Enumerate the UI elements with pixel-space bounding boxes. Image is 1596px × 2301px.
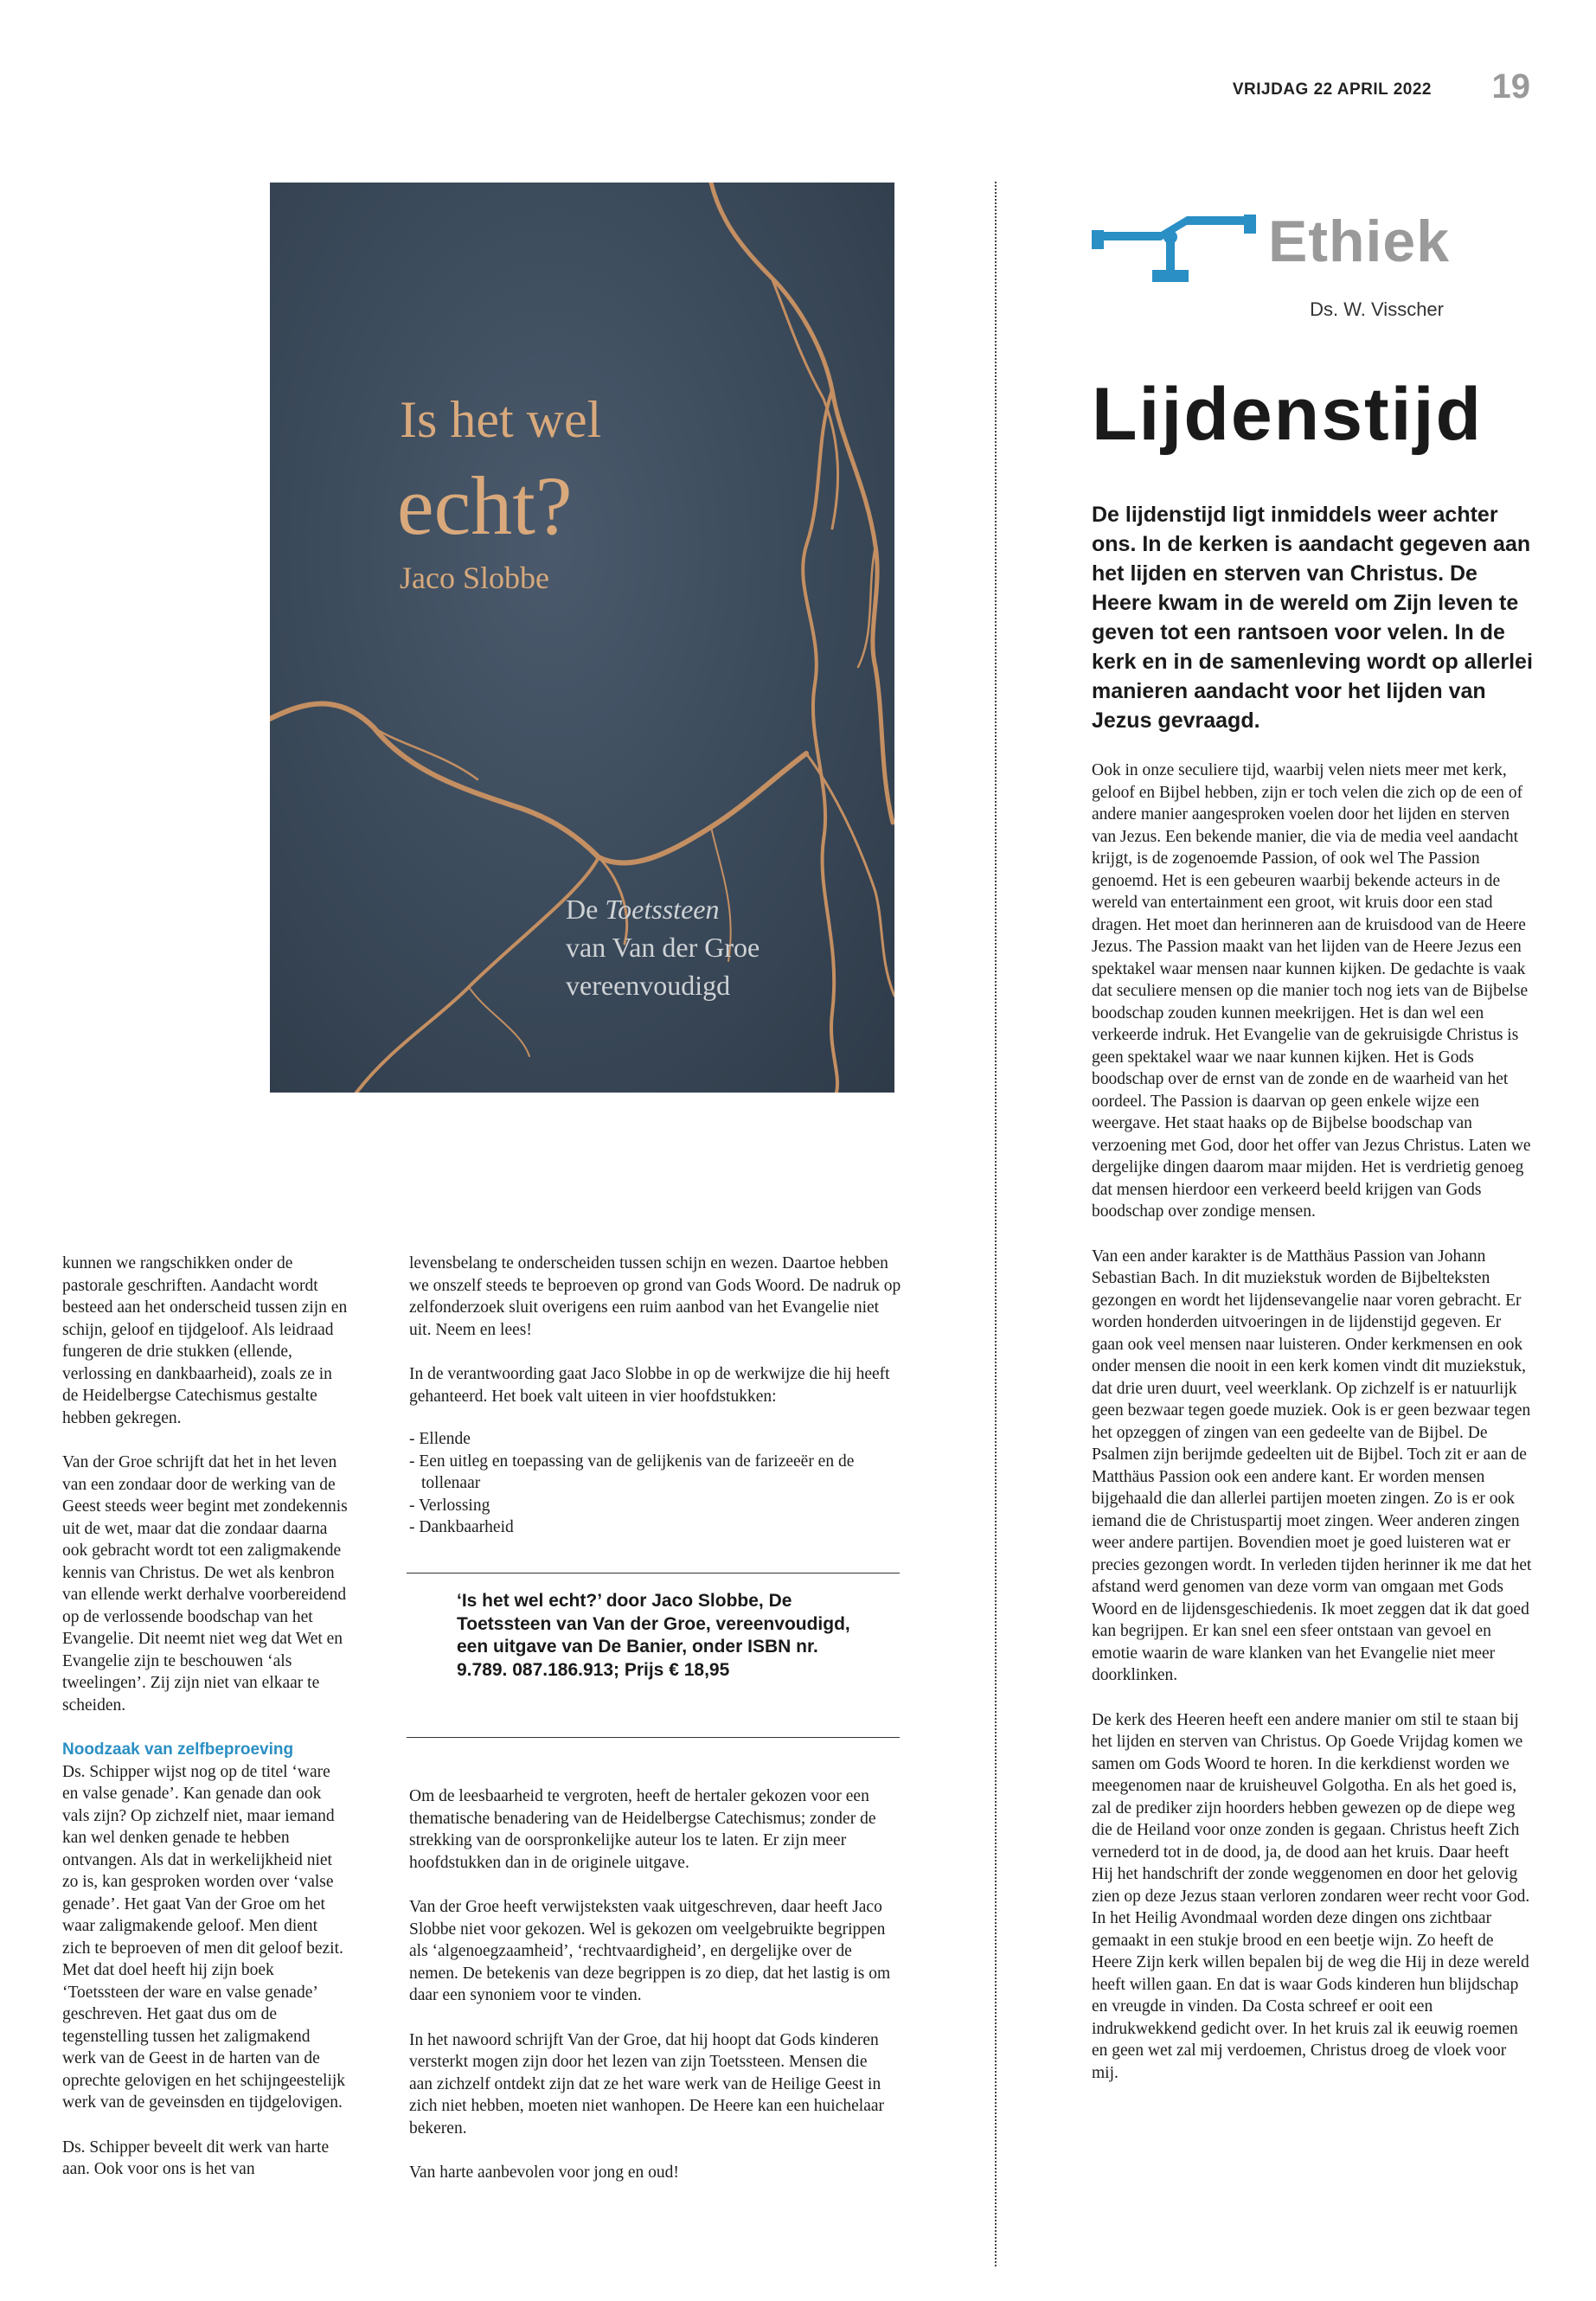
cover-title-line1: Is het wel	[400, 391, 602, 448]
infobox-bottom-rule	[407, 1737, 900, 1738]
cover-subtitle-line2: van Van der Groe	[566, 932, 760, 963]
book-cover-image	[270, 183, 894, 1093]
column-divider	[995, 182, 997, 2266]
article-headline: Lijdenstijd	[1092, 373, 1483, 456]
paragraph: In de verantwoording gaat Jaco Slobbe in op de werkwijze die hij heeft gehanteerd. Het boek valt uiteen in vier hoofdstukken:	[409, 1365, 890, 1406]
article-intro: De lijdenstijd ligt inmiddels weer achter ons. In de kerken is aandacht gegeven aan het lijden en sterven van Christus. De Heere kwam in de wereld om Zijn leven te geven tot een rantsoen voor velen. In de kerk en in de samenleving wordt op allerlei manieren aandacht voor het lijden van Jezus gevraagd.	[1092, 503, 1533, 733]
paragraph: Ook in onze seculiere tijd, waarbij velen niets meer met kerk, geloof en Bijbel hebben, zijn er toch velen die zich op de een of andere manier aangesproken voelen door het lijden en sterven van Jezus. Een bekende manier, die via de media veel aandacht krijgt, is de zogenoemde Passion, of ook wel The Passion genoemd. Het is een gebeuren waarbij bekende acteurs in de wereld van entertainment een groot, wit kruis door een stad dragen. Het moet dan herinneren aan de kruisdood van de Heere Jezus. The Passion maakt van het lijden van de Heere Jezus een spektakel waar mensen naar kunnen kijken. De gedachte is vaak dat seculiere mensen op die manier toch nog iets van de Bijbelse boodschap zouden kunnen meekrijgen. Het is dan wel een verkeerde indruk. Het Evangelie van de gekruisigde Christus is geen spektakel waar we naar kunnen kijken. Het is Gods boodschap over de ernst van de zonde en de waarheid van het oordeel. The Passion is daarvan op geen enkele wijze een weergave. Het staat haaks op de Bijbelse boodschap van verzoening met God, door het offer van Jezus Christus. Laten we dergelijke dingen daarom maar mijden. Het is verdrietig genoeg dat mensen hierdoor een verkeerd beeld krijgen van Gods boodschap over zondige mensen.	[1092, 761, 1531, 1221]
book-info-box: ‘Is het wel echt?’ door Jaco Slobbe, De Toetssteen van Van der Groe, vereenvoudigd, een uitgave van De Banier, onder ISBN nr. 9.789. 087.186.913; Prijs € 18,95	[457, 1591, 850, 1680]
paragraph-text: Ds. Schipper wijst nog op de titel ‘ware en valse genade’. Kan genade dan ook vals zijn? Op zichzelf niet, maar iemand kan wel denken genade te hebben ontvangen. Als dat in werkelijkheid niet zo is, kan gesproken worden over ‘valse genade’. Het gaat Van der Groe om het waar zaligmakende geloof. Men dient zich te beproeven of men dit geloof bezit. Met dat doel heeft hij zijn boek ‘Toetssteen der ware en valse genade’ geschreven. Het gaat dus om de tegenstelling tussen het zaligmakend werk van de Geest in de harten van de oprechte gelovigen en het schijngeestelijk werk van de geveinsden en tijdgelovigen.	[62, 1762, 346, 2112]
page-number: 19	[1491, 67, 1530, 106]
middle-column-body	[409, 1253, 902, 1539]
list-item: - Verlossing	[409, 1496, 490, 1515]
list-item: - Dankbaarheid	[409, 1518, 514, 1536]
left-column-body	[62, 1253, 348, 2203]
rubric-title: Ethiek	[1268, 208, 1451, 274]
paragraph-with-subheading	[62, 1739, 348, 2114]
paragraph: levensbelang te onderscheiden tussen schijn en wezen. Daartoe hebben we onszelf steeds te beproeven op grond van Gods Woord. De nadruk op zelfonderzoek sluit overigens een ruim aanbod van het Evangelie niet uit. Neem en lees!	[409, 1254, 901, 1339]
paragraph: Van harte aanbevolen voor jong en oud!	[409, 2163, 679, 2182]
chapter-list	[409, 1428, 902, 1539]
cover-title-line2: echt?	[397, 459, 573, 552]
paragraph: kunnen we rangschikken onder de pastorale geschriften. Aandacht wordt besteed aan het onderscheid tussen zijn en schijn, geloof en tijdgeloof. Als leidraad fungeren de drie stukken (ellende, verlossing en dankbaarheid), zoals ze in de Heidelbergse Catechismus gestalte hebben gekregen.	[62, 1254, 348, 1427]
paragraph: De kerk des Heeren heeft een andere manier om stil te staan bij het lijden en sterven van Christus. Op Goede Vrijdag komen we samen om Gods Woord te horen. In die kerkdienst worden we meegenomen naar de kruisheuvel Golgotha. En als het goed is, zal de prediker zijn hoorders hebben gewezen op de diepe weg die de Heiland voor onze zonden is gegaan. Christus heeft Zich vernederd tot in de dood, ja, de dood aan het kruis. Daar heeft Hij het handschrift der zonde weggenomen en door het gelovig zien op deze Jezus staan verloren zondaren weer recht voor God. In het Heilig Avondmaal worden deze dingen ons zichtbaar gemaakt in een stukje brood en een beetje wijn. Zo heeft de Heere Zijn kerk willen bepalen bij de weg die Hij in deze wereld heeft willen gaan. En dat is waar Gods kinderen hun blijdschap en vreugde in vinden. Da Costa schreef er ooit een indrukwekkend gedicht over. In het kruis zal ik eeuwig roemen en geen wet zal mij verdoemen, Christus droeg de vloek voor mij.	[1092, 1710, 1530, 2082]
middle-column-body-lower	[409, 1785, 894, 2207]
paragraph: Van der Groe heeft verwijsteksten vaak uitgeschreven, daar heeft Jaco Slobbe niet voor gekozen. Wel is gekozen om veelgebruikte begrippen als ‘algenoegzaamheid’, ‘rechtvaardigheid’, en dergelijke over de nemen. De betekenis van deze begrippen is zo diep, dat het lastig is om daar een synoniem voor te vinden.	[409, 1898, 891, 2004]
paragraph: Van der Groe schrijft dat het in het leven van een zondaar door de werking van de Geest steeds weer begint met zondekennis uit de wet, maar dat die zondaar daarna ook gebracht wordt tot een zaligmakende kennis van Christus. De wet als kenbron van ellende werkt derhalve voorbereidend op de verlossende boodschap van het Evangelie. Dit neemt niet weg dat Wet en Evangelie zijn te beschouwen ‘als tweelingen’. Zij zijn niet van elkaar te scheiden.	[62, 1453, 348, 1715]
subheading: Noodzaak van zelfbeproeving	[62, 1740, 294, 1759]
list-item: - Een uitleg en toepassing van de gelijkenis van de farizeeër en de tollenaar	[409, 1452, 855, 1492]
cover-subtitle-line3: vereenvoudigd	[566, 970, 731, 1001]
paragraph: In het nawoord schrijft Van der Groe, dat hij hoopt dat Gods kinderen versterkt mogen zijn door het lezen van zijn Toetssteen. Mensen die aan zichzelf ontdekt zijn dat ze het ware werk van de Heilige Geest in zich niet hebben, moeten niet wanhopen. De Heere kan een huichelaar bekeren.	[409, 2030, 884, 2138]
paragraph: Om de leesbaarheid te vergroten, heeft de hertaler gekozen voor een thematische benadering van de Heidelbergse Catechismus; zonder de strekking van de oorspronkelijke auteur los te laten. Er zijn meer hoofdstukken dan in de originele uitgave.	[409, 1787, 876, 1872]
right-column-body	[1092, 760, 1533, 2106]
paragraph: Ds. Schipper beveelt dit werk van harte aan. Ook voor ons is het van	[62, 2138, 330, 2178]
cover-subtitle-prefix: De	[566, 894, 606, 925]
cover-author: Jaco Slobbe	[400, 561, 549, 595]
cover-subtitle-italic: Toetssteen	[605, 894, 720, 925]
cover-subtitle	[566, 890, 760, 1004]
list-item: - Ellende	[409, 1430, 471, 1448]
byline: Ds. W. Visscher	[1310, 298, 1444, 320]
paragraph: Van een ander karakter is de Matthäus Passion van Johann Sebastian Bach. In dit muziekstuk worden de Bijbelteksten gezongen en wordt het lijdensevangelie naar voren gebracht. Er worden honderden uitvoeringen in de lijdenstijd gegeven. Er gaan ook veel mensen naar luisteren. Onder kerkmensen en ook onder mensen die nooit in een kerk komen vindt dit muziekstuk, dat drie uren duurt, veel weerklank. Op zichzelf is er natuurlijk geen bezwaar tegen goede muziek. Ook is er geen bezwaar tegen het opzeggen of zingen van een gedeelte van de Bijbel. De Psalmen zijn berijmde gedeelten uit de Bijbel. Toch zit er aan de Matthäus Passion ook een andere kant. Er worden mensen bijgehaald die dan allerlei partijen moeten zingen. Zo is er ook iemand die de Christuspartij moet zingen. Weer anderen zingen weer andere partijen. Bovendien moet je goed luisteren wat er precies gezongen wordt. In verleden tijden herinner ik me dat het afstand werd genomen van deze vorm van omgaan met Gods Woord en de lijdensgeschiedenis. Ik moet zeggen dat ik dat goed kan begrijpen. Er kan snel een sfeer ontstaan van gevoel en emotie waarin de ware klanken van het Evangelie niet meer doorklinken.	[1092, 1247, 1532, 1684]
issue-date: VRIJDAG 22 APRIL 2022	[1232, 80, 1432, 99]
balance-scale-icon	[1092, 213, 1256, 291]
infobox-top-rule	[407, 1573, 900, 1574]
